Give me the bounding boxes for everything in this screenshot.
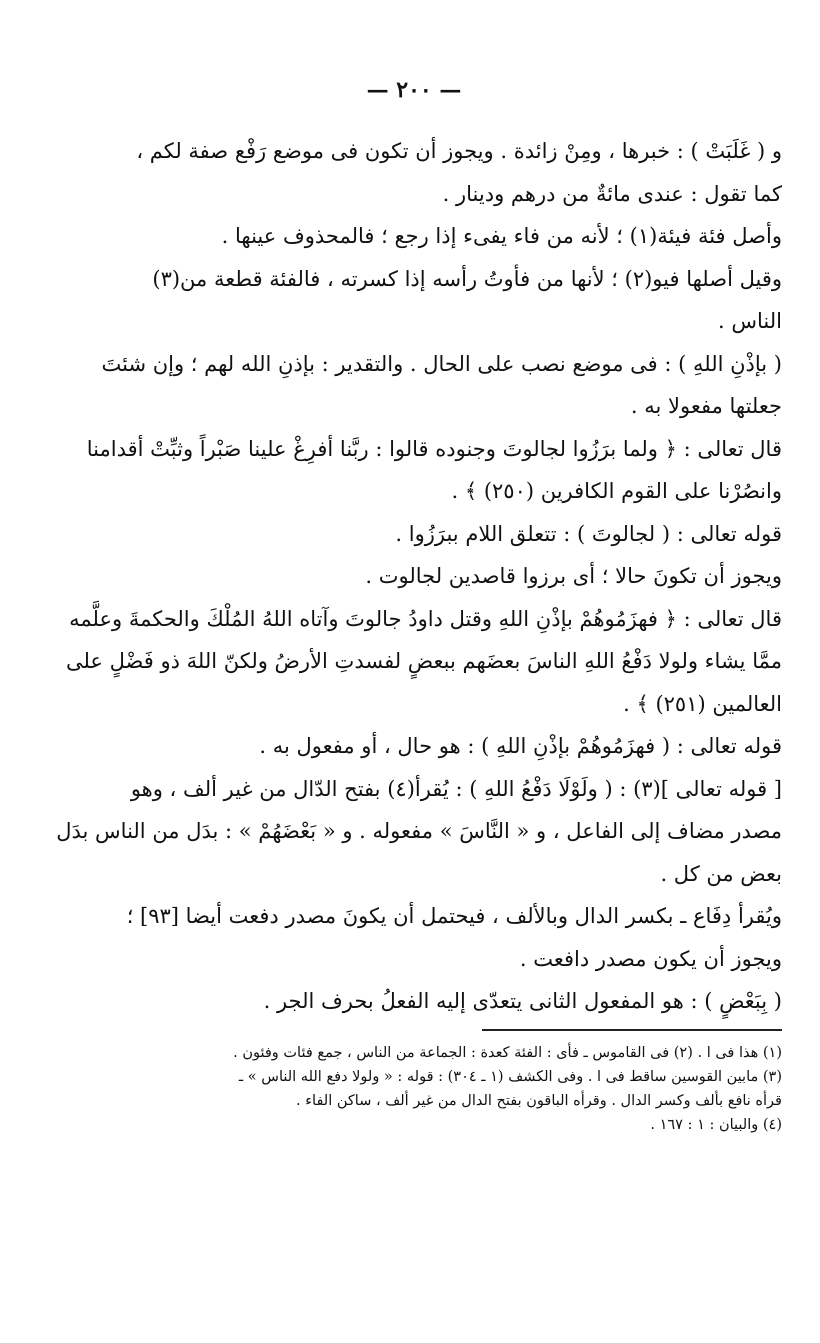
text-line: قوله تعالى : ( لجالوتَ ) : تتعلق اللام ببرَزُوا .	[395, 521, 782, 546]
footnote-line: (١) هذا فى ا . (٢) فى القاموس ـ فأى : الفئة كعدة : الجماعة من الناس ، جمع فئات وفئون .	[233, 1044, 782, 1061]
text-line: ويجوز أن تكونَ حالا ؛ أى برزوا قاصدين لجالوت .	[365, 564, 782, 588]
text-line: ويُقرأ دِفَاع ـ بكسر الدال وبالألف ، فيحتمل أن يكونَ مصدر دفعت أيضا [٩٣] ؛	[126, 904, 782, 928]
footnote-line: قرأه نافع بألف وكسر الدال . وقرأه الباقون بفتح الدال من غير ألف ، ساكن الفاء .	[296, 1092, 782, 1109]
text-line: و ( غَلَبَتْ ) : خبرها ، ومِنْ زائدة . ويجوز أن تكون فى موضع رَفْع صفة لكم ،	[136, 139, 782, 163]
text-line: وقيل أصلها فيو(٢) ؛ لأنها من فأوتُ رأسه إذا كسرته ، فالفئة قطعة من(٣)	[152, 266, 782, 291]
footnote-divider	[482, 1029, 782, 1031]
text-line: ( بِبَعْضٍ ) : هو المفعول الثانى يتعدّى إليه الفعلُ بحرف الجر .	[263, 989, 782, 1013]
text-line: ممَّا يشاء ولولا دَفْعُ اللهِ الناسَ بعضَهم ببعضٍ لفسدتِ الأرضُ ولكنّ اللهَ ذو فَضْلٍ على	[65, 649, 782, 673]
text-line: قال تعالى : ﴿ ولما برَزُوا لجالوتَ وجنوده قالوا : ربَّنا أفرِغْ علينا صَبْراً وثبِّتْ أقدامنا	[86, 436, 782, 461]
page-number: — ٢٠٠ —	[366, 77, 462, 103]
footnote-line: (٤) والبيان : ١ : ١٦٧ .	[650, 1116, 782, 1133]
text-line: [ قوله تعالى ](٣) : ( ولَوْلَا دَفْعُ اللهِ ) : يُقرأ(٤) بفتح الدّال من غير ألف ، وهو	[130, 776, 782, 801]
text-line: كما تقول : عندى مائةٌ من درهم ودينار .	[442, 181, 782, 206]
text-line: ( بإذْنِ اللهِ ) : فى موضع نصب على الحال . والتقدير : بإذنِ الله لهم ؛ وإن شئتَ	[101, 351, 782, 376]
footnote-line: (٣) مابين القوسين ساقط فى ا . وفى الكشف (١ ـ ٣٠٤) : قوله : « ولولا دفع الله الناس » ـ	[238, 1068, 782, 1085]
footnotes	[46, 1041, 782, 1137]
text-line: مصدر مضاف إلى الفاعل ، و « النَّاسَ » مفعوله . و « بَعْضَهُمْ » : بدَل من الناس بدَل	[56, 819, 782, 843]
text-line: العالمين (٢٥١) ﴾ .	[623, 691, 782, 716]
text-line: بعض من كل .	[660, 861, 782, 886]
text-line: وأصل فئة فيئة(١) ؛ لأنه من فاء يفىء إذا رجع ؛ فالمحذوف عينها .	[221, 224, 782, 248]
text-line: قال تعالى : ﴿ فهزَمُوهُمْ بإذْنِ اللهِ وقتل داودُ جالوتَ وآتاه اللهُ المُلْكَ والحكمةَ وعلَّمه	[69, 606, 782, 631]
text-line: جعلتها مفعولا به .	[630, 394, 782, 418]
text-line: وانصُرْنا على القوم الكافرين (٢٥٠) ﴾ .	[451, 479, 782, 503]
main-text	[46, 130, 782, 1023]
text-line: ويجوز أن يكون مصدر دافعت .	[519, 946, 782, 971]
text-line: الناس .	[718, 309, 782, 333]
text-line: قوله تعالى : ( فهزَمُوهُمْ بإذْنِ اللهِ ) : هو حال ، أو مفعول به .	[259, 734, 782, 758]
